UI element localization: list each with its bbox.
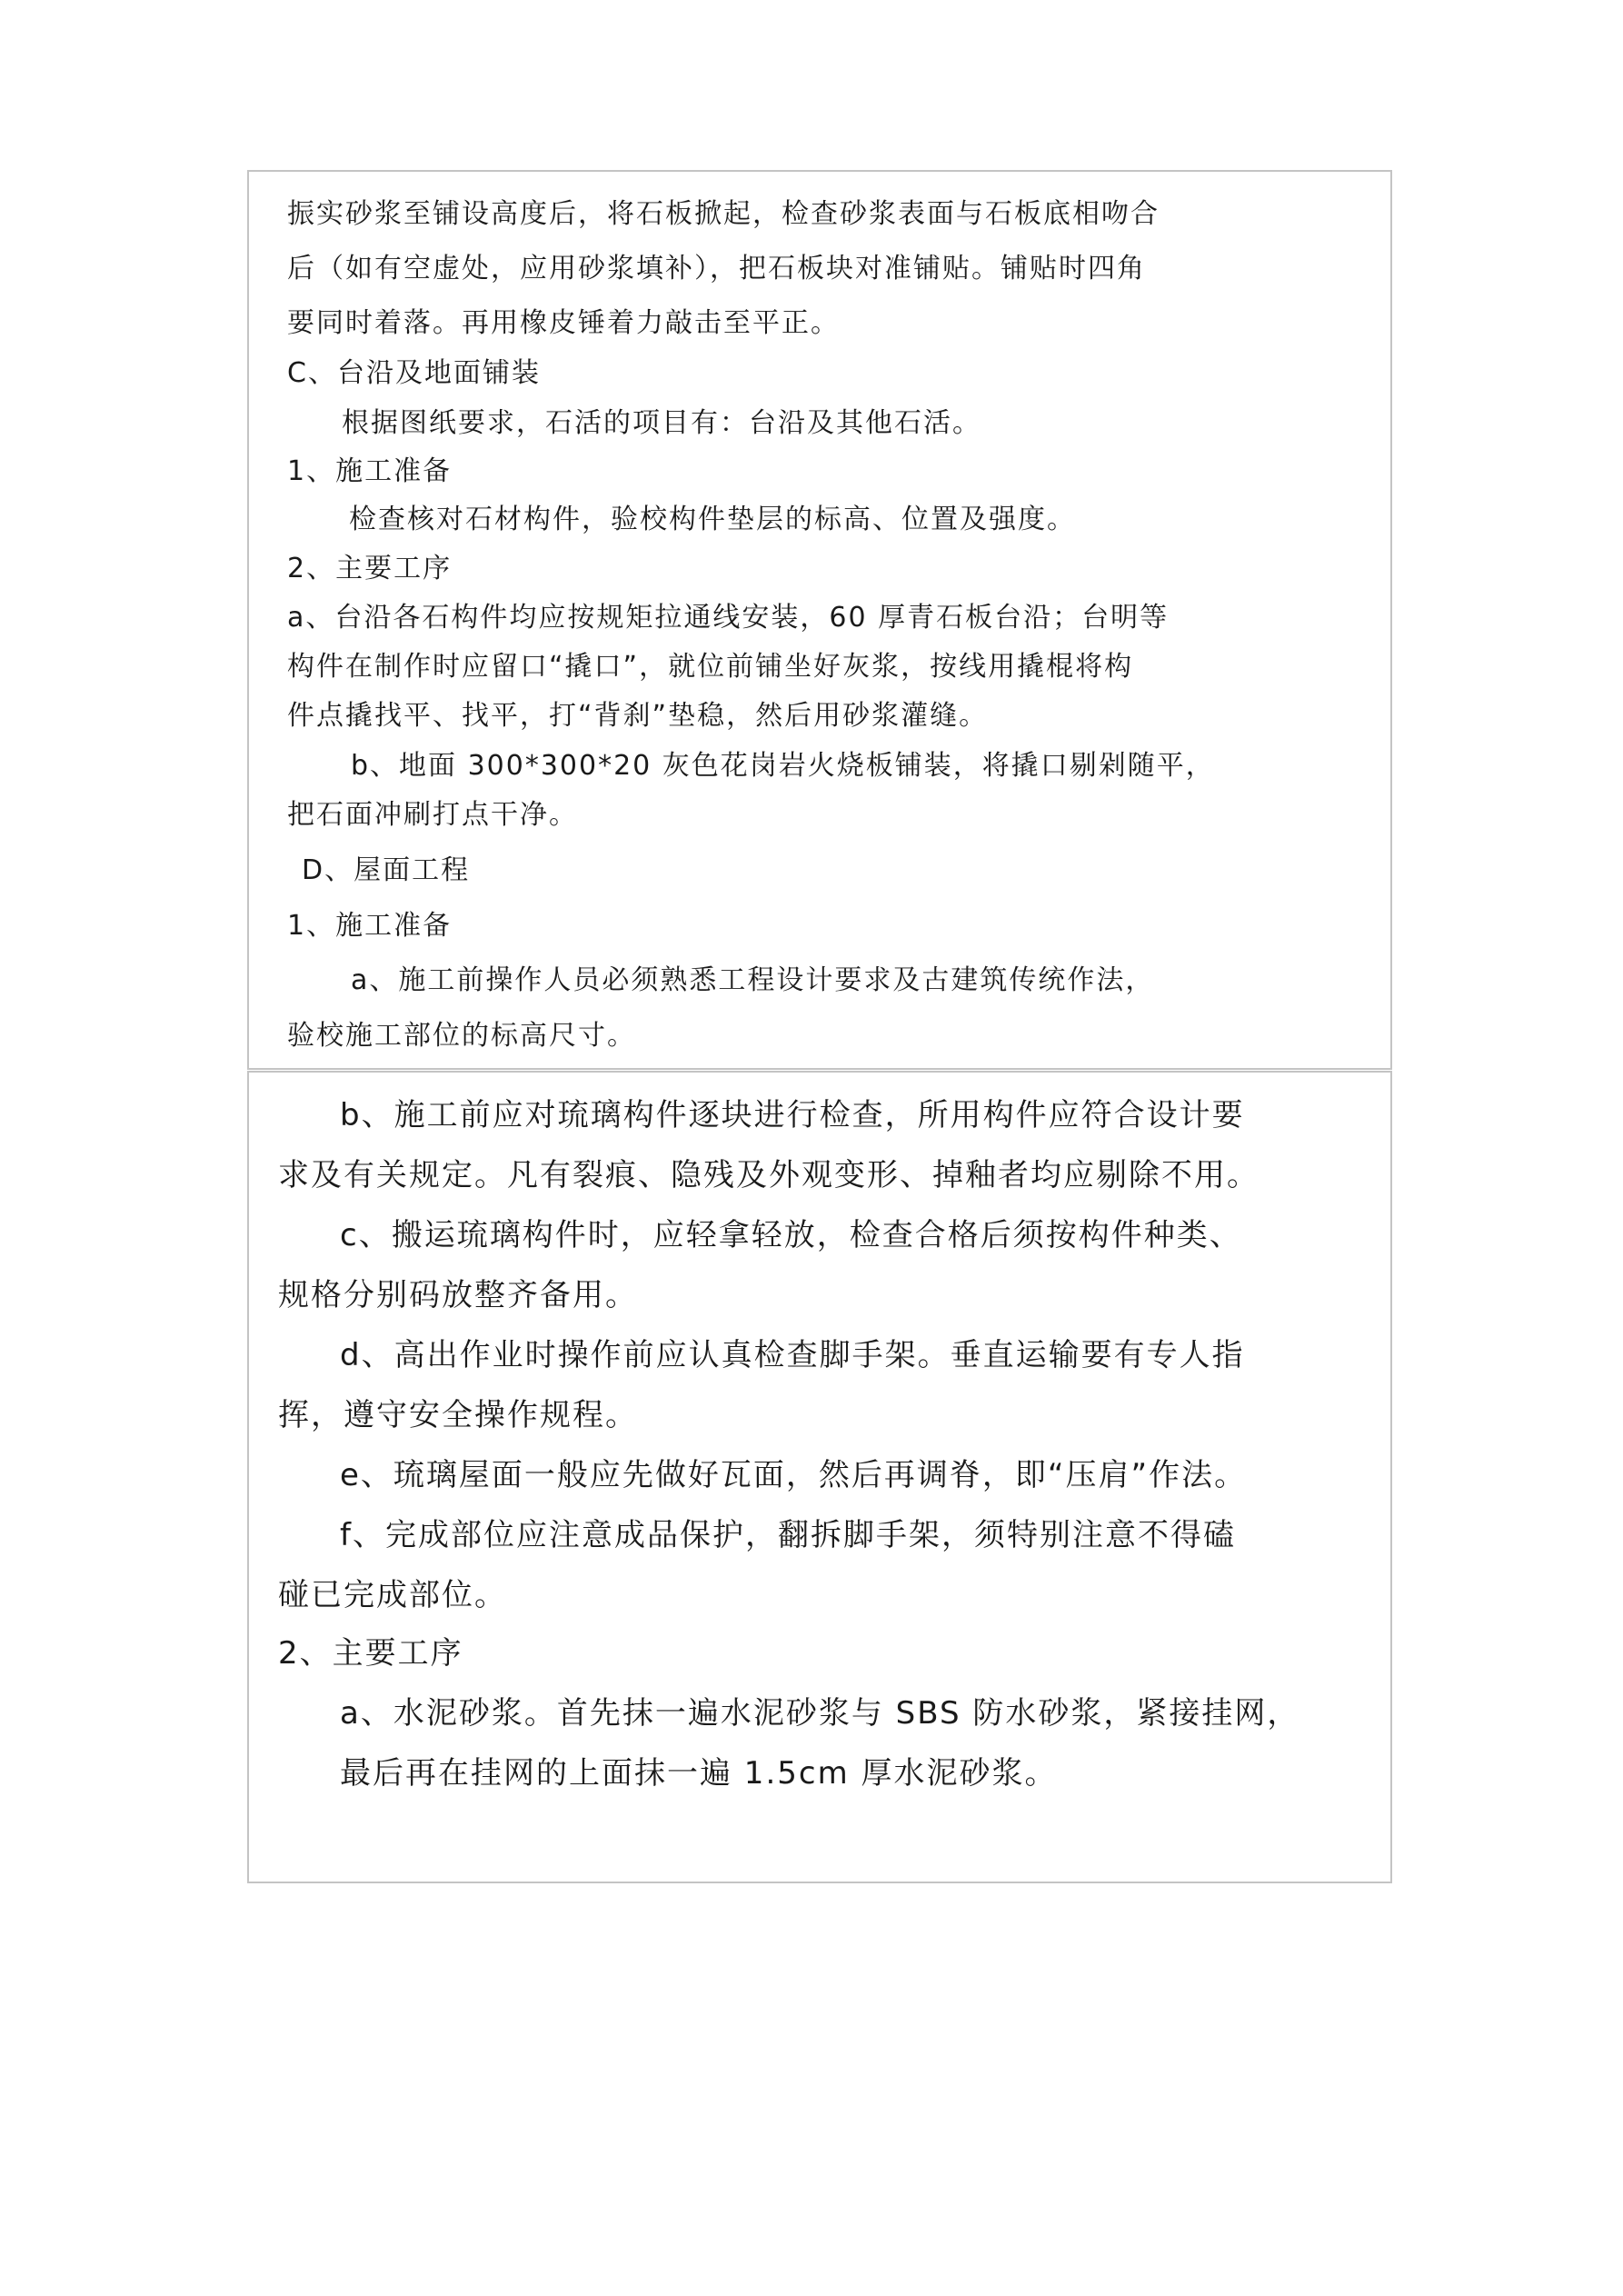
subsection-heading: 1、施工准备 bbox=[287, 910, 453, 942]
text-line: 最后再在挂网的上面抹一遍 1.5cm 厚水泥砂浆。 bbox=[340, 1755, 1058, 1792]
text-line: 构件在制作时应留口“撬口”，就位前铺坐好灰浆，按线用撬棍将构 bbox=[287, 651, 1134, 683]
text-line: 规格分别码放整齐备用。 bbox=[278, 1277, 638, 1313]
text-line: 检查核对石材构件，验校构件垫层的标高、位置及强度。 bbox=[349, 504, 1076, 535]
section-heading: D、屋面工程 bbox=[302, 854, 471, 886]
text-line: 要同时着落。再用橡皮锤着力敲击至平正。 bbox=[287, 307, 840, 339]
section-heading: C、台沿及地面铺装 bbox=[287, 357, 541, 389]
text-line: 振实砂浆至铺设高度后，将石板掀起，检查砂浆表面与石板底相吻合 bbox=[287, 198, 1160, 230]
text-line: 根据图纸要求，石活的项目有：台沿及其他石活。 bbox=[342, 407, 981, 439]
text-line: c、搬运琉璃构件时，应轻拿轻放，检查合格后须按构件种类、 bbox=[340, 1217, 1242, 1253]
text-line: 验校施工部位的标高尺寸。 bbox=[287, 1020, 636, 1052]
text-line: 后（如有空虚处，应用砂浆填补），把石板块对准铺贴。铺贴时四角 bbox=[287, 253, 1146, 285]
text-line: 件点撬找平、找平，打“背刹”垫稳，然后用砂浆灌缝。 bbox=[287, 700, 989, 732]
text-line: 求及有关规定。凡有裂痕、隐残及外观变形、掉釉者均应剔除不用。 bbox=[278, 1157, 1260, 1193]
subsection-heading: 2、主要工序 bbox=[287, 553, 453, 584]
text-line: d、高出作业时操作前应认真检查脚手架。垂直运输要有专人指 bbox=[340, 1337, 1245, 1373]
text-line: e、琉璃屋面一般应先做好瓦面，然后再调脊，即“压肩”作法。 bbox=[340, 1457, 1248, 1493]
text-line: a、施工前操作人员必须熟悉工程设计要求及古建筑传统作法， bbox=[351, 964, 1155, 996]
text-line: b、地面 300*300*20 灰色花岗岩火烧板铺装，将撬口剔剁随平， bbox=[351, 750, 1215, 782]
text-box-lower bbox=[247, 1071, 1392, 1883]
text-line: a、水泥砂浆。首先抹一遍水泥砂浆与 SBS 防水砂浆，紧接挂网， bbox=[340, 1695, 1300, 1732]
text-line: b、施工前应对琉璃构件逐块进行检查，所用构件应符合设计要 bbox=[340, 1097, 1245, 1133]
subsection-heading: 2、主要工序 bbox=[278, 1635, 463, 1672]
text-line: 挥，遵守安全操作规程。 bbox=[278, 1397, 638, 1433]
text-line: f、完成部位应注意成品保护，翻拆脚手架，须特别注意不得磕 bbox=[340, 1517, 1236, 1553]
text-box-upper bbox=[247, 170, 1392, 1070]
subsection-heading: 1、施工准备 bbox=[287, 455, 453, 487]
text-line: 把石面冲刷打点干净。 bbox=[287, 799, 578, 831]
text-line: a、台沿各石构件均应按规矩拉通线安装，60 厚青石板台沿；台明等 bbox=[287, 602, 1170, 634]
text-line: 碰已完成部位。 bbox=[278, 1577, 507, 1613]
